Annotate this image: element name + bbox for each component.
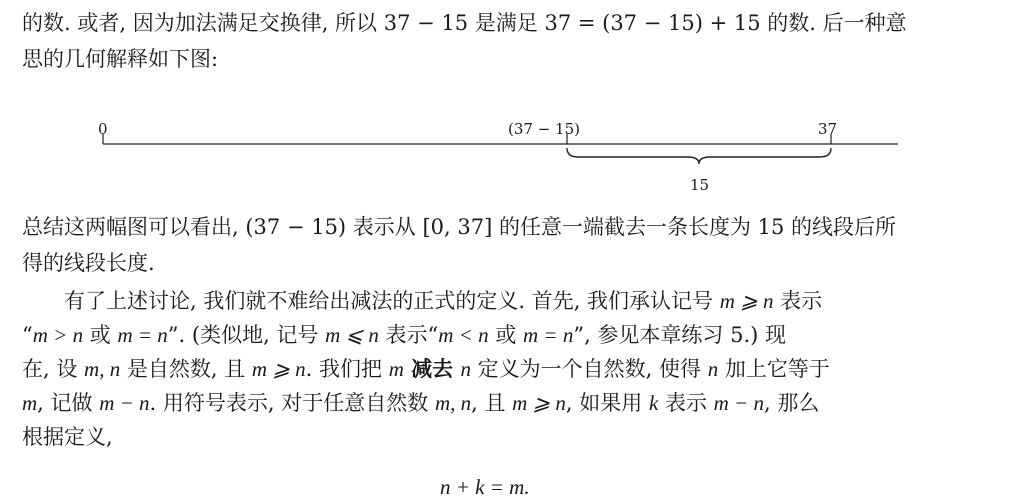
text-run: 总结这两幅图可以看出, (37 − 15) 表示从 [0, 37] 的任意一端截去一条长度为 15 的线段后所 [22, 215, 897, 239]
math-expr: m ⩾ n [512, 391, 566, 415]
text-line-1 [22, 10, 907, 36]
number-line-figure [0, 110, 1024, 200]
text-run: . 用符号表示, 对于任意自然数 [149, 391, 435, 415]
segment-brace [567, 148, 831, 164]
text-run: “ [22, 323, 33, 347]
brace-label: 15 [690, 176, 710, 194]
label-zero: 0 [98, 120, 108, 138]
text-run: , 如果用 [565, 391, 649, 415]
text-run: 表示“ [378, 323, 439, 347]
label-end: 37 [818, 120, 838, 138]
math-expr: m − n [713, 391, 764, 415]
text-run: , 那么 [763, 391, 820, 415]
bold-term: 减去 [403, 356, 461, 381]
text-run: 在, 设 [22, 357, 85, 381]
text-run: . 我们把 [305, 357, 389, 381]
math-expr: m ⩽ n [325, 323, 379, 347]
equation: n + k = m. [440, 475, 530, 499]
display-equation [440, 474, 530, 500]
text-line-9 [22, 424, 113, 450]
math-expr: m = n [117, 323, 168, 347]
text-line-3 [22, 214, 896, 240]
label-mid: (37 − 15) [508, 120, 580, 138]
text-run: , 且 [471, 391, 513, 415]
math-expr: m > n [32, 323, 84, 347]
text-run: 表示 [658, 391, 714, 415]
text-run: 是自然数, 且 [120, 357, 252, 381]
text-run: 有了上述讨论, 我们就不难给出减法的正式的定义. 首先, 我们承认记号 [64, 289, 720, 313]
text-run: 定义为一个自然数, 使得 [471, 357, 708, 381]
text-run: ”, 参见本章练习 5.) 现 [573, 323, 787, 347]
text-line-2 [22, 46, 218, 72]
math-expr: k [648, 391, 659, 415]
text-run: 表示 [773, 289, 823, 313]
text-run: 思的几何解释如下图: [22, 47, 219, 71]
text-run: 得的线段长度. [22, 251, 155, 275]
text-line-8 [22, 390, 819, 416]
math-expr: m ⩾ n [719, 289, 774, 313]
math-expr: m, n [434, 391, 472, 415]
text-run: , 记做 [37, 391, 100, 415]
math-expr: m [388, 357, 404, 381]
math-expr: m ⩾ n [251, 357, 306, 381]
text-run: ”. (类似地, 记号 [167, 323, 326, 347]
text-run: 加上它等于 [718, 357, 830, 381]
text-line-4 [22, 250, 155, 276]
text-run: 根据定义, [22, 425, 113, 449]
math-expr: m, n [84, 357, 121, 381]
text-line-7 [22, 356, 830, 382]
math-expr: m [22, 391, 38, 415]
math-expr: m − n [99, 391, 150, 415]
math-expr: n [460, 357, 471, 381]
text-run: 的数. 或者, 因为加法满足交换律, 所以 37 − 15 是满足 37 = (37 − 15) + 15 的数. 后一种意 [22, 11, 907, 35]
text-line-6 [22, 322, 786, 348]
text-run: 或 [83, 323, 118, 347]
math-expr: m = n [523, 323, 574, 347]
text-line-5 [64, 288, 822, 314]
text-run: 或 [488, 323, 523, 347]
math-expr: n [707, 357, 719, 381]
math-expr: m < n [438, 323, 489, 347]
